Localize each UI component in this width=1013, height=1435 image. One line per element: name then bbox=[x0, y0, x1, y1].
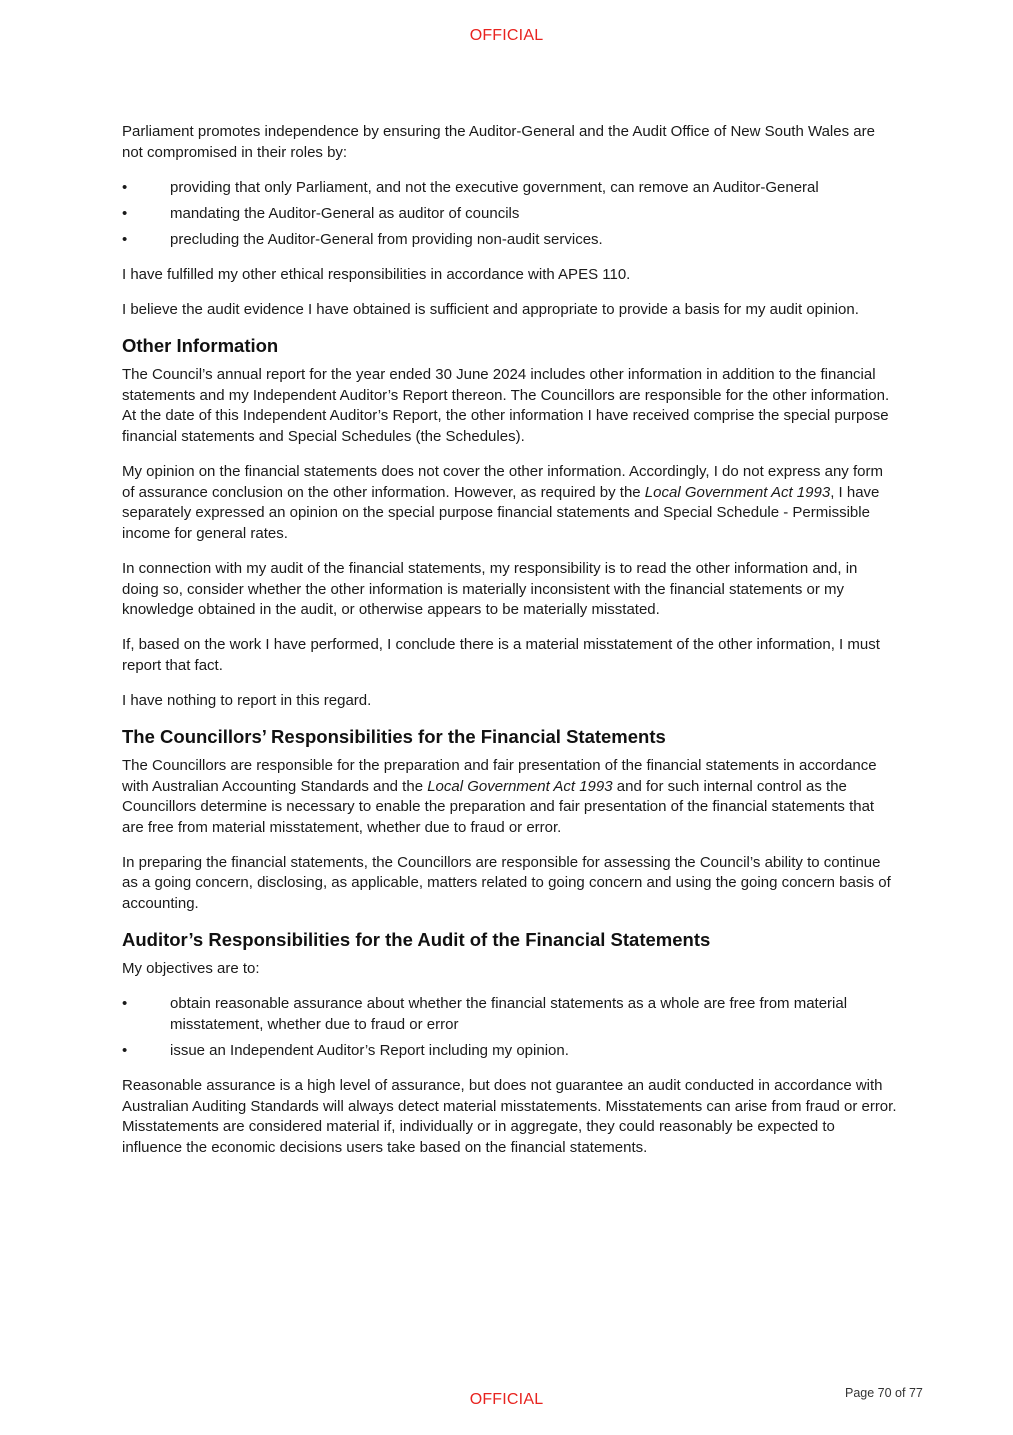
going-concern-paragraph: In preparing the financial statements, the Councillors are responsible for assessing the Council’s ability to continue as a going concern, disclosing, as applicable, matters related to going concern and using the going concern basis of accounting. bbox=[122, 853, 891, 913]
bullet-icon: • bbox=[122, 230, 128, 248]
bullet-icon: • bbox=[122, 995, 128, 1013]
responsibility-paragraph: In connection with my audit of the financial statements, my responsibility is to read the other information and, in doing so, consider whether the other information is materially inconsistent with the financial statements or my knowledge obtained in the audit, or otherwise appears to be materially misstated. bbox=[122, 559, 858, 619]
independence-paragraph: Parliament promotes independence by ensuring the Auditor-General and the Audit Office of New South Wales are not compromised in their roles by: bbox=[122, 123, 875, 161]
other-information-paragraph: The Council’s annual report for the year ended 30 June 2024 includes other information in addition to the financial statements and my Independent Auditor’s Report thereon. The Councillors are responsible for the other information. At the date of this Independent Auditor’s Report, the other information I have received comprise the special purpose financial statements and Special Schedules (the Schedules). bbox=[122, 366, 890, 445]
list-item: • issue an Independent Auditor’s Report including my opinion. bbox=[122, 1041, 897, 1062]
objectives-paragraph: My objectives are to: bbox=[122, 960, 260, 978]
list-item: • precluding the Auditor-General from providing non-audit services. bbox=[122, 230, 897, 251]
security-marking-header: OFFICIAL bbox=[469, 27, 544, 44]
list-item: • mandating the Auditor-General as auditor of councils bbox=[122, 204, 897, 225]
ethics-paragraph: I have fulfilled my other ethical responsibilities in accordance with APES 110. bbox=[122, 265, 631, 283]
act-title: Local Government Act 1993 bbox=[644, 483, 831, 501]
reasonable-assurance-paragraph: Reasonable assurance is a high level of assurance, but does not guarantee an audit conducted in accordance with Australian Auditing Standards will always detect material misstatements. Misstatements can arise from fraud or error. Misstatements are considered material if, individually or in aggregate, they could reasonably be expected to influence the economic decisions users take based on the financial statements. bbox=[122, 1077, 897, 1156]
councillors-preparation-paragraph: The Councillors are responsible for the preparation and fair presentation of the financial statements in accordance with Australian Accounting Standards and the Local Government Act 1993 and for such internal control as the Councillors determine is necessary to enable the preparation and fair presentation of the financial statements that are free from material misstatement, whether due to fraud or error. bbox=[122, 756, 877, 836]
auditor-responsibilities-heading: Auditor’s Responsibilities for the Audit of the Financial Statements bbox=[122, 929, 711, 951]
nothing-to-report-paragraph: I have nothing to report in this regard. bbox=[122, 691, 372, 709]
bullet-icon: • bbox=[122, 204, 128, 222]
bullet-icon: • bbox=[122, 1041, 128, 1059]
act-title: Local Government Act 1993 bbox=[427, 777, 613, 795]
misstatement-paragraph: If, based on the work I have performed, I conclude there is a material misstatement of the other information, I must report that fact. bbox=[122, 636, 880, 674]
bullet-icon: • bbox=[122, 178, 128, 196]
opinion-scope-paragraph: My opinion on the financial statements does not cover the other information. Accordingly, I do not express any form of assurance conclusion on the other information. However, as required by the Local Government Act 1993, I have separately expressed an opinion on the special purpose financial statements and Special Schedule - Permissible income for general rates. bbox=[122, 463, 883, 542]
document-body bbox=[122, 122, 897, 1173]
councillors-responsibilities-heading: The Councillors’ Responsibilities for the Financial Statements bbox=[122, 725, 666, 747]
list-item: • providing that only Parliament, and not the executive government, can remove an Auditor-General bbox=[122, 178, 897, 199]
independence-list bbox=[122, 178, 897, 251]
page-number: Page 70 of 77 bbox=[845, 1386, 923, 1400]
objectives-list bbox=[122, 994, 897, 1061]
list-item: • obtain reasonable assurance about whether the financial statements as a whole are free from material misstatement, whether due to fraud or error bbox=[122, 995, 848, 1033]
security-marking-footer: OFFICIAL bbox=[469, 1391, 544, 1408]
evidence-paragraph: I believe the audit evidence I have obtained is sufficient and appropriate to provide a basis for my audit opinion. bbox=[122, 301, 859, 319]
other-information-heading: Other Information bbox=[122, 335, 279, 357]
